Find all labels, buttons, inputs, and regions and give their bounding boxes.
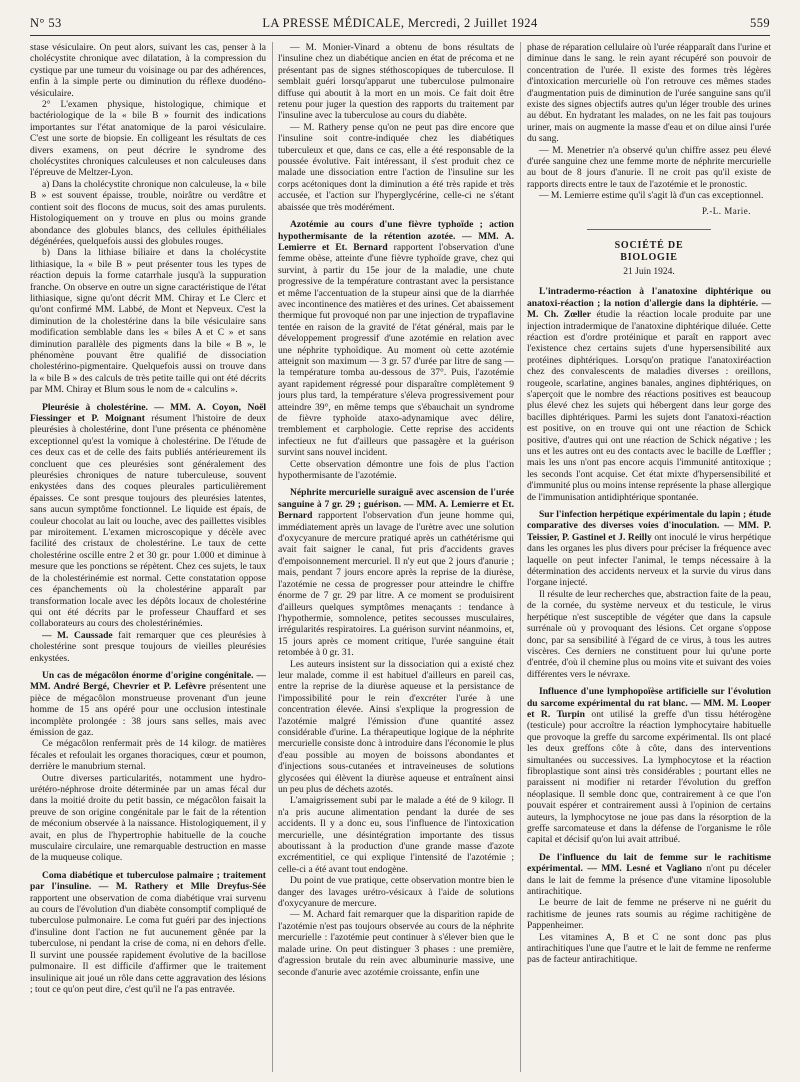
paragraph: — M. Achard fait remarquer que la disparition rapide de l'azotémie n'est pas toujours observée au cours de la néphrite mercurielle : l'azotémie peut continuer à s'élever bien que le malade urine. On peut distinguer 3 phases : une première, d'agression brutale du rein avec albuminurie massive, une seconde d'anurie avec azotémie croissante, enfin une: [278, 909, 514, 978]
article-text: présentent une pièce de mégacôlon monstrueuse provenant d'un jeune homme de 15 ans opéré pour une occlusion intestinale incomplète prolongée : 38 jours sans selles, mais avec émission de gaz.: [30, 681, 266, 738]
article-heading: De l'influence du lait de femme sur le rachitisme expérimental. — MM. Lesné et Vagliano: [527, 851, 771, 875]
article: [527, 286, 771, 503]
paragraph: b) Dans la lithiase biliaire et dans la cholécystite lithiasique, la « bile B » peut présenter tous les types de réaction depuis la forme catarrhale jusqu'à la suppuration franche. On observe en outre un signe caractéristique de l'état lithiasique, signe qu'ont décrit MM. Chiray et Le Clerc et qu'ont confirmé MM. Labbé, de Mont et Nepveux. C'est la diminution de la cholestérine dans la bile vésiculaire sans modification semblable dans les « biles A et C » et sans diminution parallèle des pigments dans la bile « B », le phénomène pouvant être qualifié de dissociation cholestérino-pigmentaire. Quelquefois aussi on trouve dans la « bile B » des calculs de très petite taille qui ont été décrits par MM. Chiray et Blum sous le nom de « calculins ».: [30, 247, 266, 396]
paragraph: Outre diverses particularités, notamment une hydro-urétéro-néphrose droite déterminée par un amas fécal dur dans la moitié droite du petit bassin, ce mégacôlon faisait la preuve de son origine congénitale par le fait de la rétention de méconium observée à la naissance. Histologiquement, il y avait, en plus de l'hypertrophie habituelle de la couche musculaire circulaire, une remarquable destruction en masse de la muqueuse colique.: [30, 772, 266, 864]
article: [527, 509, 771, 589]
article-text: ont inoculé le virus herpétique dans les organes les plus divers pour préciser la fréquence avec laquelle on peut infecter l'animal, le temps nécessaire à la détermination des accidents nerveux et la survie du virus dans l'organe injecté.: [527, 531, 771, 589]
paragraph: phase de réparation cellulaire où l'urée réapparaît dans l'urine et diminue dans le sang. le rein ayant récupéré son pouvoir de concentration de l'urée. Il existe des formes très légères d'intoxication mercurielle où l'on retrouve ces mêmes stades d'augmentation puis de diminution de l'urée sanguine sans qu'il existe des signes objectifs autres qu'un léger trouble des urines au début. En hydratant les malades, on ne les fait pas toujours uriner, mais on augmente la masse d'eau et on dilue ainsi l'urée du sang.: [527, 42, 771, 145]
article-text: étudie la réaction locale produite par une injection intradermique de l'anatoxine diphtérique diluée. Cette réaction est d'ordre protéinique et paraît en rapport avec l'existence chez certains sujets d'une hypersensibilité aux protéines diphtériques. Lorsqu'on pratique l'anatoxiréaction chez des convalescents de maladies diverses : oreillons, rougeole, scarlatine, angines banales, angines diphtériques, on s'aperçoit que le nombre des réactions positives est beaucoup plus élevé chez les sujets qui hébergent dans leur gorge des bacilles diphtériques. Parmi les sujets dont l'anatoxi-réaction est positive, on en trouve qui ont une réaction de Schick positive, d'autres qui ont une réaction de Schick négative ; les uns et les autres ont eu des contacts avec le bacille de Lœffler ; mais les uns n'ont pas encore acquis l'immunité antitoxique ; les seconds l'ont acquise. Cet état mixte d'hypersensibilité et d'immunité plus ou moins intense représente la phase allergique de l'immunisation antidiphtérique spontanée.: [527, 309, 771, 503]
column-divider: [520, 42, 521, 1072]
signature: P.-L. Marie.: [702, 205, 751, 216]
article-text: rapportent l'observation d'une femme obèse, atteinte d'une fièvre typhoïde grave, chez qui survint, à partir du 15e jour de la maladie, une chute progressive de la température contrastant avec la persistance et même l'accentuation de la stupeur ainsi que de la diarrhée avec incontinence des matières et des urines. Cet abaissement thermique fut provoqué non par une injection de trypaflavine tentée en raison de la gravité de l'état général, mais par le développement progressif d'une azotémie en relation avec une néphrite typhoïdique. Au moment où cette azotémie atteignit son maximum — 3 gr. 57 d'urée par litre de sang — la température tomba au-dessous de 37°. Puis, l'azotémie ayant rapidement régressé pour disparaître complètement 9 jours plus tard, la température s'éleva progressivement pour atteindre 39°, en même temps que s'ébauchait un syndrome de fièvre typhoïde ataxo-adynamique avec délire, tremblement et carphologie. Cette reprise des accidents infectieux ne fut d'ailleurs que passagère et la guérison survint sans nouvel incident.: [278, 241, 514, 459]
article-text: fait remarquer que ces pleurésies à cholestérine sont presque toujours de vieilles pleurésies enkystées.: [30, 629, 266, 664]
article: [30, 670, 266, 738]
article: [30, 870, 266, 995]
article-text: ont utilisé la greffe d'un tissu hétérogène (testicule) pour accroître la réaction lymphocytaire habituelle que provoque la greffe du sarcome expérimental. Ils ont placé les deux greffons côte à côte, dans des interventions simultanées ou successives. La lymphocytose et la réaction fibroplastique sont ainsi très considérables ; pourtant elles ne paraissent ni modifier ni retarder l'évolution du greffon néoplasique. Il semble donc que, contrairement à ce que l'on pouvait espérer et contrairement aussi à l'opinion de certains auteurs, la lymphocytose ne joue pas dans la résorption de la greffe sarcomateuse et dans la défense de l'organisme le rôle capital et décisif qu'on lui avait attribué.: [527, 708, 771, 846]
article-heading: Néphrite mercurielle suraiguë avec ascension de l'urée sanguine à 7 gr. 29 ; guérison. — MM. A. Lemierre et Et. Bernard: [278, 487, 514, 522]
article-heading: Sur l'infection herpétique expérimentale du lapin ; étude comparative des diverses voies d'inoculation. — MM. P. Teissier, P. Gastinel et J. Reilly: [527, 509, 771, 543]
article-text: n'ont pu déceler dans le lait de femme la présence d'une vitamine liposoluble antirachitique.: [527, 863, 771, 898]
paragraph: — M. Menetrier n'a observé qu'un chiffre assez peu élevé d'urée sanguine chez une femme morte de néphrite mercurielle au bout de 8 jours d'anurie. Il ne croit pas qu'il existe de rapports directs entre le taux de l'azotémie et le pronostic.: [527, 144, 771, 190]
session-date: 21 Juin 1924.: [623, 266, 675, 277]
article-heading: Pleurésie à cholestérine. — MM. A. Coyon, Noël Fiessinger et P. Moignant: [30, 401, 266, 424]
paragraph: — M. Lemierre estime qu'il s'agit là d'un cas exceptionnel.: [539, 190, 764, 202]
journal-title: LA PRESSE MÉDICALE, Mercredi, 2 Juillet 1924: [262, 16, 538, 30]
article: [30, 630, 266, 664]
paragraph: Le beurre de lait de femme ne préserve ni ne guérit du rachitisme de jeunes rats soumis au régime rachitigène de Pappenheimer.: [527, 897, 771, 932]
paragraph: 2° L'examen physique, histologique, chimique et bactériologique de la « bile B » fournit des indications importantes sur l'état anatomique de la paroi vésiculaire. C'est une sorte de biopsie. En colligeant les résultats de ces divers examens, on peut décrire le syndrome des cholécystites chroniques calculeuses et non calculeuses dans l'épreuve de Meltzer-Lyon.: [30, 99, 266, 179]
paragraph: stase vésiculaire. On peut alors, suivant les cas, penser à la cholécystite chronique avec dilatation, à la compression du cystique par une tumeur du voisinage ou par des adhérences, enfin à la simple perte ou diminution du réflexe duodéno-vésiculaire.: [30, 42, 266, 99]
article-heading: — M. Caussade: [42, 629, 113, 641]
paragraph: a) Dans la cholécystite chronique non calculeuse, la « bile B » est souvent épaisse, trouble, noirâtre ou verdâtre et contient soit des flocons de mucus, soit des amas purulents. Histologiquement on y trouve en plus ou moins grande abondance des globules blancs, des cellules épithéliales dégénérées, quelquefois aussi des globules rouges.: [30, 178, 266, 247]
article-heading: Influence d'une lymphopoïèse artificielle sur l'évolution du sarcome expérimental du rat blanc. — MM. M. Looper et R. Turpin: [527, 686, 771, 720]
article: [278, 219, 514, 459]
article: [527, 686, 771, 846]
paragraph: Cette observation démontre une fois de plus l'action hypothermisante de l'azotémie.: [278, 458, 514, 482]
column-3: [527, 42, 771, 1072]
paragraph: Ce mégacôlon renfermait près de 14 kilogr. de matières fécales et refoulait les organes thoraciques, cœur et poumon, derrière le manubrium sternal.: [30, 738, 266, 773]
paragraph: Du point de vue pratique, cette observation montre bien le danger des lavages urétro-vésicaux à l'aide de solutions d'oxycyanure de mercure.: [278, 875, 514, 910]
article: [30, 402, 266, 630]
article-text: rapportent l'observation d'un jeune homme qui, immédiatement après un lavage de l'urètre avec une solution d'oxycyanure de mercure pratiqué après un cathétérisme qui avait fait saigner le canal, fut pris d'accidents graves d'empoisonnement mercuriel. Il n'y eut que 2 jours d'anurie ; mais, pendant 7 jours encore après la reprise de la diurèse, l'azotémie ne cessa de progresser pour atteindre le chiffre énorme de 7 gr. 29 par litre. A ce moment se produisirent d'ailleurs quelques symptômes menaçants : tendance à l'hypothermie, somnolence, petites secousses musculaires, irrégularités respiratoires. La guérison survint néanmoins, et, 15 jours après ce moment critique, l'urée sanguine était retombée à 0 gr. 31.: [278, 510, 514, 659]
article-heading: Un cas de mégacôlon énorme d'origine congénitale. — MM. André Bergé, Chevrier et P. Lefèvre: [30, 669, 266, 693]
column-2: [278, 42, 514, 1072]
article-text: résument l'histoire de deux pleurésies à cholestérine, dont l'une présenta ce phénomène exceptionnel qu'est la vomique à cholestérine. De l'étude de ces deux cas et de celle des faits publiés antérieurement ils concluent que ces pleurésies sont généralement des pleurésies chroniques de nature tuberculeuse, souvent enkystées dans des coques pleurales particulièrement épaisses. Ce sont presque toujours des pleurésies latentes, sans aucun symptôme fonctionnel. Le liquide est épais, de couleur chocolat au lait ou louche, avec des paillettes visibles par miroitement. L'examen microscopique y décèle avec facilité des cristaux de cholestérine. Le taux de cette cholestérine oscille entre 2 et 30 gr. pour 1.000 et diminue à mesure que les ponctions se répètent. Chez ces sujets, le taux de la cholestérinémie est normal. Cette constatation oppose ces épanchements où la cholestérine apparaît par transformation locale avec les dépôts locaux de cholestérine qui ont été décrits par le professeur Chauffard et ses collaborateurs au cours des cholestérinémies.: [30, 413, 266, 630]
article-heading: Coma diabétique et tuberculose palmaire ; traitement par l'insuline. — M. Rathery et Mlle Dreyfus-Sée: [30, 869, 266, 893]
article-heading: L'intradermo-réaction à l'anatoxine diphtérique ou anatoxi-réaction ; la notion d'allergie dans la diphtérie. — M. Ch. Zœller: [527, 286, 771, 321]
paragraph: — M. Rathery pense qu'on ne peut pas dire encore que l'insuline soit contre-indiquée chez les diabétiques tuberculeux et que, dans ce cas, elle a été responsable de la poussée évolutive. Fait intéressant, il s'est produit chez ce malade une dissociation entre l'action de l'insuline sur les corps acétoniques dont la diminution a été très rapide et très accusée, et l'action sur l'hyperglycérine, celle-ci ne s'étant abaissée que très modérément.: [278, 121, 514, 213]
paragraph: Les auteurs insistent sur la dissociation qui a existé chez leur malade, comme il est habituel d'ailleurs en pareil cas, entre la reprise de la diurèse aqueuse et la persistance de l'impossibilité pour le rein d'excréter l'urée à une concentration élevée. Ainsi s'explique la progression de l'azotémie malgré l'émission d'une quantité assez considérable d'urine. La thérapeutique logique de la néphrite mercurielle consiste donc à introduire dans l'économie le plus d'eau possible au moyen de boissons abondantes et d'injections sous-cutanées et intraveineuses de solutions glycosées qui élèvent la diurèse aqueuse et entraînent ainsi un peu plus de déchets azotés.: [278, 658, 514, 795]
article-text: rapportent une observation de coma diabétique vrai survenu au cours de l'évolution d'un diabète consomptif compliqué de tuberculose pulmonaire. Le coma fut guéri par des injections d'insuline dont l'action ne fut aucunement gênée par la tuberculose, ni pendant la crise de coma, ni en dehors d'elle. Il survint une poussée rapidement évolutive de la bacillose pulmonaire. Il est difficile d'affirmer que le traitement insulinique ait joué un rôle dans cette aggravation des lésions ; tout ce qu'on peut dire, c'est qu'il ne l'a pas entravée.: [30, 892, 266, 995]
paragraph: Les vitamines A, B et C ne sont donc pas plus antirachitiques l'une que l'autre et le lait de femme ne renferme pas de facteur antirachitique.: [527, 931, 771, 966]
section-heading: SOCIÉTÉ DE BIOLOGIE: [587, 229, 711, 263]
header-rule: [30, 35, 770, 36]
article: [527, 852, 771, 898]
article: [278, 487, 514, 658]
column-divider: [272, 42, 273, 1072]
paragraph: Il résulte de leur recherches que, abstraction faite de la peau, de la cornée, du système nerveux et du testicule, le virus herpétique n'est susceptible de végéter que dans la capsule surrénale où y provoquant des lésions. Cet organe s'oppose donc, par sa sensibilité à l'égard de ce virus, à tous les autres viscères. Ces derniers ne constituent pour lui qu'une porte d'entrée, d'où il chemine plus ou moins vite et suivant des voies différentes vers le névraxe.: [527, 588, 771, 680]
paragraph: L'amaigrissement subi par le malade a été de 9 kilogr. Il n'a pris aucune alimentation pendant la durée de ses accidents. Il y a donc eu, sous l'influence de l'intoxication mercurielle, une désintégration importante des tissus aboutissant à la production d'une grande masse d'azote excrémentitiel, ce qui explique l'intensité de l'azotémie ; celle-ci a été avant tout endogène.: [278, 795, 514, 875]
issue-number: N° 53: [30, 16, 62, 30]
article-heading: Azotémie au cours d'une fièvre typhoïde ; action hypothermisante de la rétention azotée. — MM. A. Lemierre et Et. Bernard: [278, 219, 514, 253]
page-number: 559: [750, 16, 770, 30]
column-1: [30, 42, 266, 1072]
paragraph: — M. Monier-Vinard a obtenu de bons résultats de l'insuline chez un diabétique ancien en état de précoma et ne présentant pas de signes stéthoscopiques de tuberculose. Il semblait guéri lorsqu'apparut une tuberculose pulmonaire diffuse qui aboutit à la mort en un mois. Ce fait doit être retenu pour juger la question des rapports du traitement par l'insuline avec la tuberculose au cours du diabète.: [278, 42, 514, 122]
page-header: [30, 16, 770, 34]
